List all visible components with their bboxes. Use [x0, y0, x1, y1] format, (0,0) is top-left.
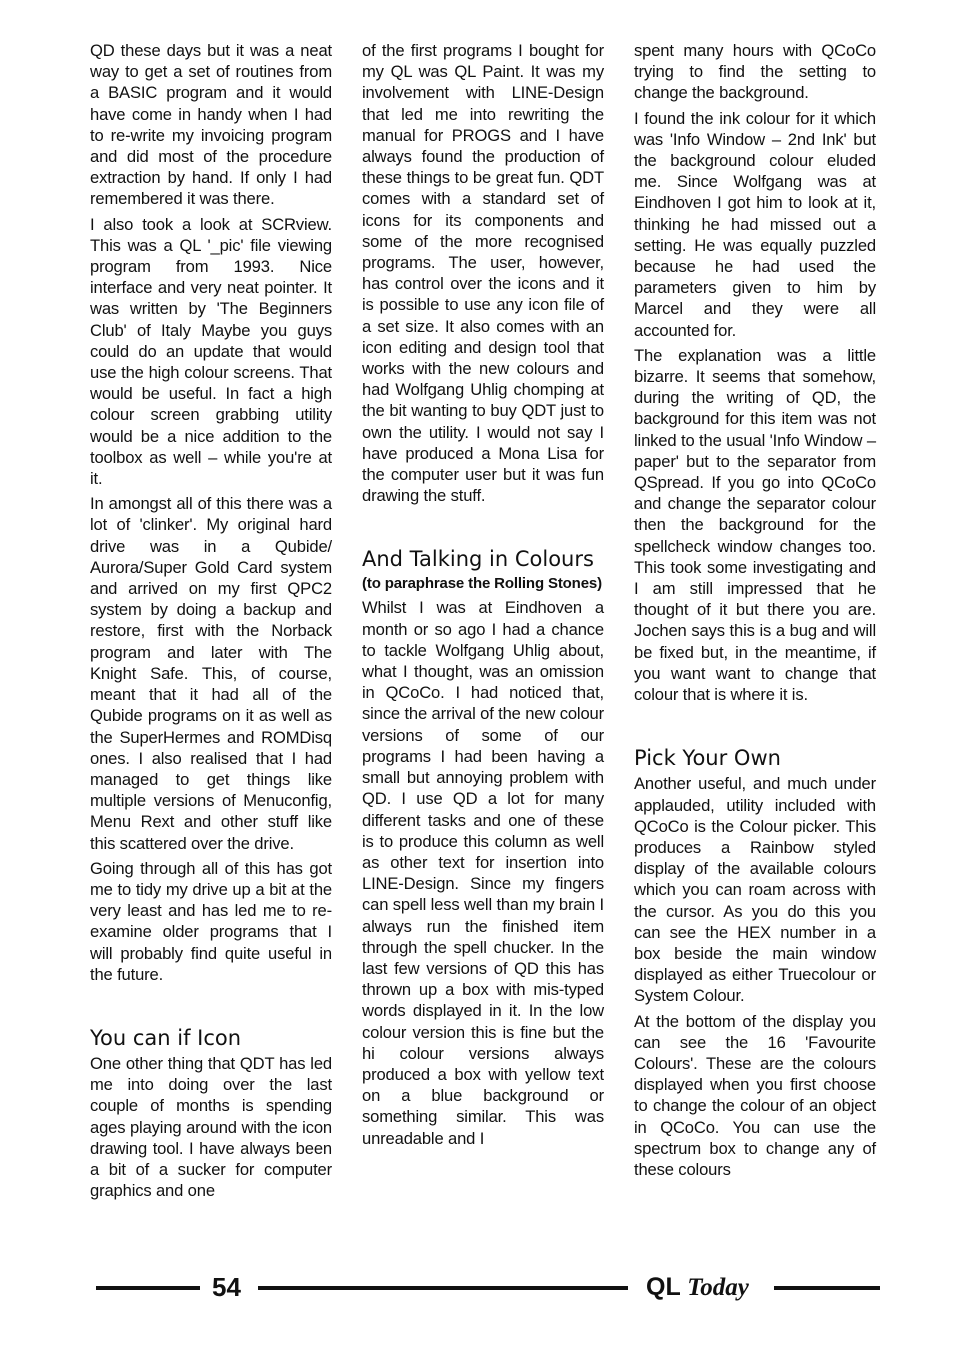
footer-rule-left — [96, 1286, 200, 1290]
body-paragraph: I also took a look at SCRview. This was a QL '_pic' file viewing program from 1993. Nice interface and very neat pointer. It was written by 'The Beginners Club' of Italy Maybe you guys could do an update that would use the high colour screens. That would be useful. In fact a high colour screen grabbing utility would be a nice addition to the toolbox as well – while you're at it. — [90, 214, 332, 489]
body-paragraph: At the bottom of the display you can see the 16 'Favourite Colours'. These are the colours displayed when you first choose to change the colour of an object in QCoCo. You can use the spectrum box to change any of these colours — [634, 1011, 876, 1179]
text-column-3 — [634, 40, 876, 1184]
section-heading: Pick Your Own — [634, 746, 781, 771]
section-heading: You can if Icon — [90, 1025, 242, 1050]
body-paragraph: One other thing that QDT has led me into doing over the last couple of months is spending ages playing around with the icon drawing tool. I have always been a bit of a sucker for computer graphics and one — [90, 1053, 332, 1201]
body-paragraph: I found the ink colour for it which was 'Info Window – 2nd Ink' but the background colour eluded me. Since Wolfgang was at Eindhoven I got him to look at it, thinking he had missed out a setting. He was equally puzzled because he had used the parameters given to him by Marcel and they were all accounted for. — [634, 108, 876, 340]
body-paragraph: Whilst I was at Eindhoven a month or so ago I had a chance to tackle Wolfgang Uhlig about, what I thought, was an omission in QCoCo. I had noticed that, since the arrival of the new colour versions of some of our programs I had been having a small but annoying problem with QD. I use QD a lot for many different tasks and one of these is to produce this column as well as other text for insertion into LINE-Design. Since my fingers can spell less well than my brain I always run the finished item through the spell chucker. In the last few versions of QD this has thrown up a box with mis-typed words displayed in it. In the low colour version this is fine but the hi colour versions always produced a box with yellow text on a blue background or something similar. This was unreadable and I — [362, 598, 604, 1148]
body-paragraph: Another useful, and much under applauded, utility included with QCoCo is the Colour picker. This produces a Rainbow styled display of the available colours which you can roam across with the cursor. As you do this you can see the HEX number in a box beside the main window displayed as either Truecolour or System Colour. — [634, 774, 876, 1006]
magazine-title-prefix: QL — [646, 1273, 681, 1301]
page-number: 54 — [212, 1272, 241, 1302]
text-column-2 — [362, 40, 604, 1153]
text-column-1 — [90, 40, 332, 1205]
body-paragraph: spent many hours with QCoCo trying to find the setting to change the background. — [634, 41, 876, 103]
section-subheading: (to paraphrase the Rolling Stones) — [362, 575, 602, 593]
page-footer — [0, 1268, 970, 1308]
magazine-title — [646, 1270, 749, 1305]
body-paragraph: The explanation was a little bizarre. It seems that somehow, during the writing of QD, the background for this item was not linked to the usual 'Info Window – paper' but to the separator from QSpread. If you go into QCoCo and change the separator colour then the background for the spellcheck window changes too. This took some investigating and I am still impressed that he thought of it but there you are. Jochen says this is a bug and will be fixed but, in the meantime, if you want want to change that colour that is where it is. — [634, 345, 876, 705]
body-paragraph: of the first programs I bought for my QL was QL Paint. It was my involvement with LINE-Design that led me into rewriting the manual for PROGS and I have always found the production of these things to be great fun. QDT comes with a standard set of icons for its components and some of the more recognised programs. The user, however, has control over the icons and it is possible to use any icon file of a set size. It also comes with an icon editing and design tool that works with the new colours and had Wolfgang Uhlig chomping at the bit wanting to buy QDT just to own the utility. I would not say I have produced a Mona Lisa for the computer user but it was fun drawing the stuff. — [362, 41, 604, 506]
footer-rule-middle — [258, 1286, 628, 1290]
body-paragraph: QD these days but it was a neat way to get a set of routines from a BASIC program and it would have come in handy when I had to re-write my invoicing program and did most of the procedure extraction by hand. If only I had remembered it was there. — [90, 41, 332, 209]
magazine-title-suffix: Today — [687, 1274, 749, 1301]
section-heading: And Talking in Colours — [362, 547, 594, 572]
footer-rule-right — [774, 1286, 880, 1290]
body-paragraph: In amongst all of this there was a lot of 'clinker'. My original hard drive was in a Qubide/ Aurora/Super Gold Card system and arrived on my first QPC2 system by doing a backup and restore, first with the Norback program and later with The Knight Safe. This, of course, meant that it had all of the Qubide programs on it as well as the SuperHermes and ROMDisq ones. I also realised that I had managed to get things like multiple versions of Menuconfig, Menu Rext and other stuff like this scattered over the drive. — [90, 494, 332, 853]
body-paragraph: Going through all of this has got me to tidy my drive up a bit at the very least and has led me to re-examine older programs that I will probably find quite useful in the future. — [90, 858, 332, 984]
